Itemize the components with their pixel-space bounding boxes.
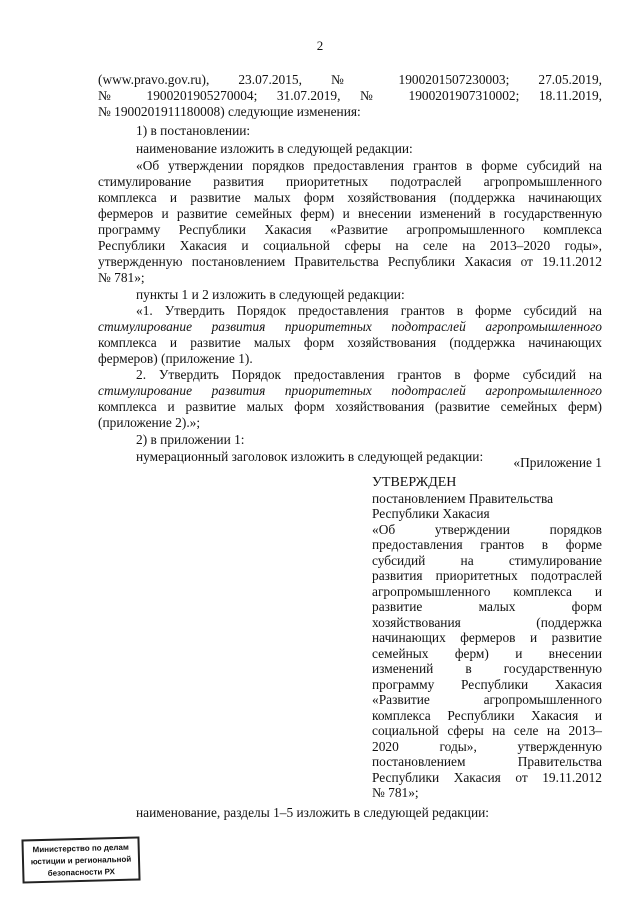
approval-line: № 781»; <box>372 785 419 800</box>
body-line: пункты 1 и 2 изложить в следующей редакции: <box>136 287 405 302</box>
body-line: наименование изложить в следующей редакции: <box>136 141 413 156</box>
body-line: (www.pravo.gov.ru), 23.07.2015, № 1900201507230003; 27.05.2019, <box>98 72 602 87</box>
body-line: стимулирование развития приоритетных подотраслей агропромышленного <box>98 174 602 189</box>
body-line: утвержденную постановлением Правительства Республики Хакасия от 19.11.2012 <box>98 254 602 269</box>
body-line: комплекса и развитие малых форм хозяйствования (развитие семейных ферм) <box>98 399 602 414</box>
appendix-label: «Приложение 1 <box>513 455 602 470</box>
approval-line: начинающих фермеров и развитие <box>372 630 602 645</box>
approval-line: развитие малых форм <box>372 599 602 614</box>
approval-line: субсидий на стимулирование <box>372 552 602 568</box>
approval-line: предоставления грантов в форме <box>372 537 602 552</box>
approval-line: постановлением Правительства <box>372 490 554 506</box>
approval-line: хозяйствования (поддержка <box>372 614 602 630</box>
approval-line: социальной сферы на селе на 2013– <box>372 723 602 738</box>
body-line: стимулирование развития приоритетных подотраслей агропромышленного <box>98 319 602 334</box>
stamp-line-3: безопасности РХ <box>47 867 116 878</box>
body-line: комплекса и развитие малых форм хозяйствования (поддержка начинающих <box>98 335 602 350</box>
registration-stamp <box>21 836 140 883</box>
body-line: комплекса и развитие малых форм хозяйствования (поддержка начинающих <box>98 190 602 205</box>
approval-line: изменений в государственную <box>372 661 602 676</box>
final-paragraph: наименование, разделы 1–5 изложить в следующей редакции: <box>136 805 490 820</box>
page-number: 2 <box>316 38 324 53</box>
approval-line: Республики Хакасия от 19.11.2012 <box>372 769 602 785</box>
approval-line: комплекса Республики Хакасия и <box>372 707 602 723</box>
body-line: (приложение 2).»; <box>98 415 201 430</box>
body-line: программу Республики Хакасия «Развитие агропромышленного комплекса <box>98 222 602 237</box>
body-line: фермеров и развитие семейных ферм) и внесении изменений в государственную <box>98 206 602 221</box>
body-line: Республики Хакасия и социальной сферы на селе на 2013–2020 годы», <box>98 238 602 253</box>
body-line: фермеров) (приложение 1). <box>98 351 253 366</box>
approval-line: развития приоритетных подотраслей <box>372 568 602 583</box>
approval-line: «Развитие агропромышленного <box>372 692 602 707</box>
body-line: № 1900201905270004; 31.07.2019, № 1900201907310002; 18.11.2019, <box>98 88 602 103</box>
body-line: нумерационный заголовок изложить в следующей редакции: <box>136 449 484 464</box>
approval-line: постановлением Правительства <box>372 754 602 769</box>
body-line: № 781»; <box>98 270 145 285</box>
body-line: стимулирование развития приоритетных подотраслей агропромышленного <box>98 383 602 398</box>
approval-heading: УТВЕРЖДЕН <box>372 475 457 490</box>
approval-line: семейных ферм) и внесении <box>372 645 602 661</box>
body-line: «Об утверждении порядков предоставления грантов в форме субсидий на <box>136 158 602 173</box>
approval-line: агропромышленного комплекса и <box>372 583 602 599</box>
body-line: 1) в постановлении: <box>136 123 251 138</box>
approval-line: «Об утверждении порядков <box>372 521 602 537</box>
approval-line: 2020 годы», утвержденную <box>372 738 602 754</box>
body-line: 2) в приложении 1: <box>136 432 245 447</box>
stamp-line-2: юстиции и региональной <box>30 854 132 867</box>
body-line: «1. Утвердить Порядок предоставления грантов в форме субсидий на <box>136 303 602 318</box>
body-line: № 1900201911180008) следующие изменения: <box>98 104 361 119</box>
body-line: 2. Утвердить Порядок предоставления грантов в форме субсидий на <box>136 367 602 382</box>
approval-line: Республики Хакасия <box>372 506 490 521</box>
approval-line: программу Республики Хакасия <box>372 676 602 692</box>
stamp-line-1: Министерство по делам <box>32 842 129 855</box>
